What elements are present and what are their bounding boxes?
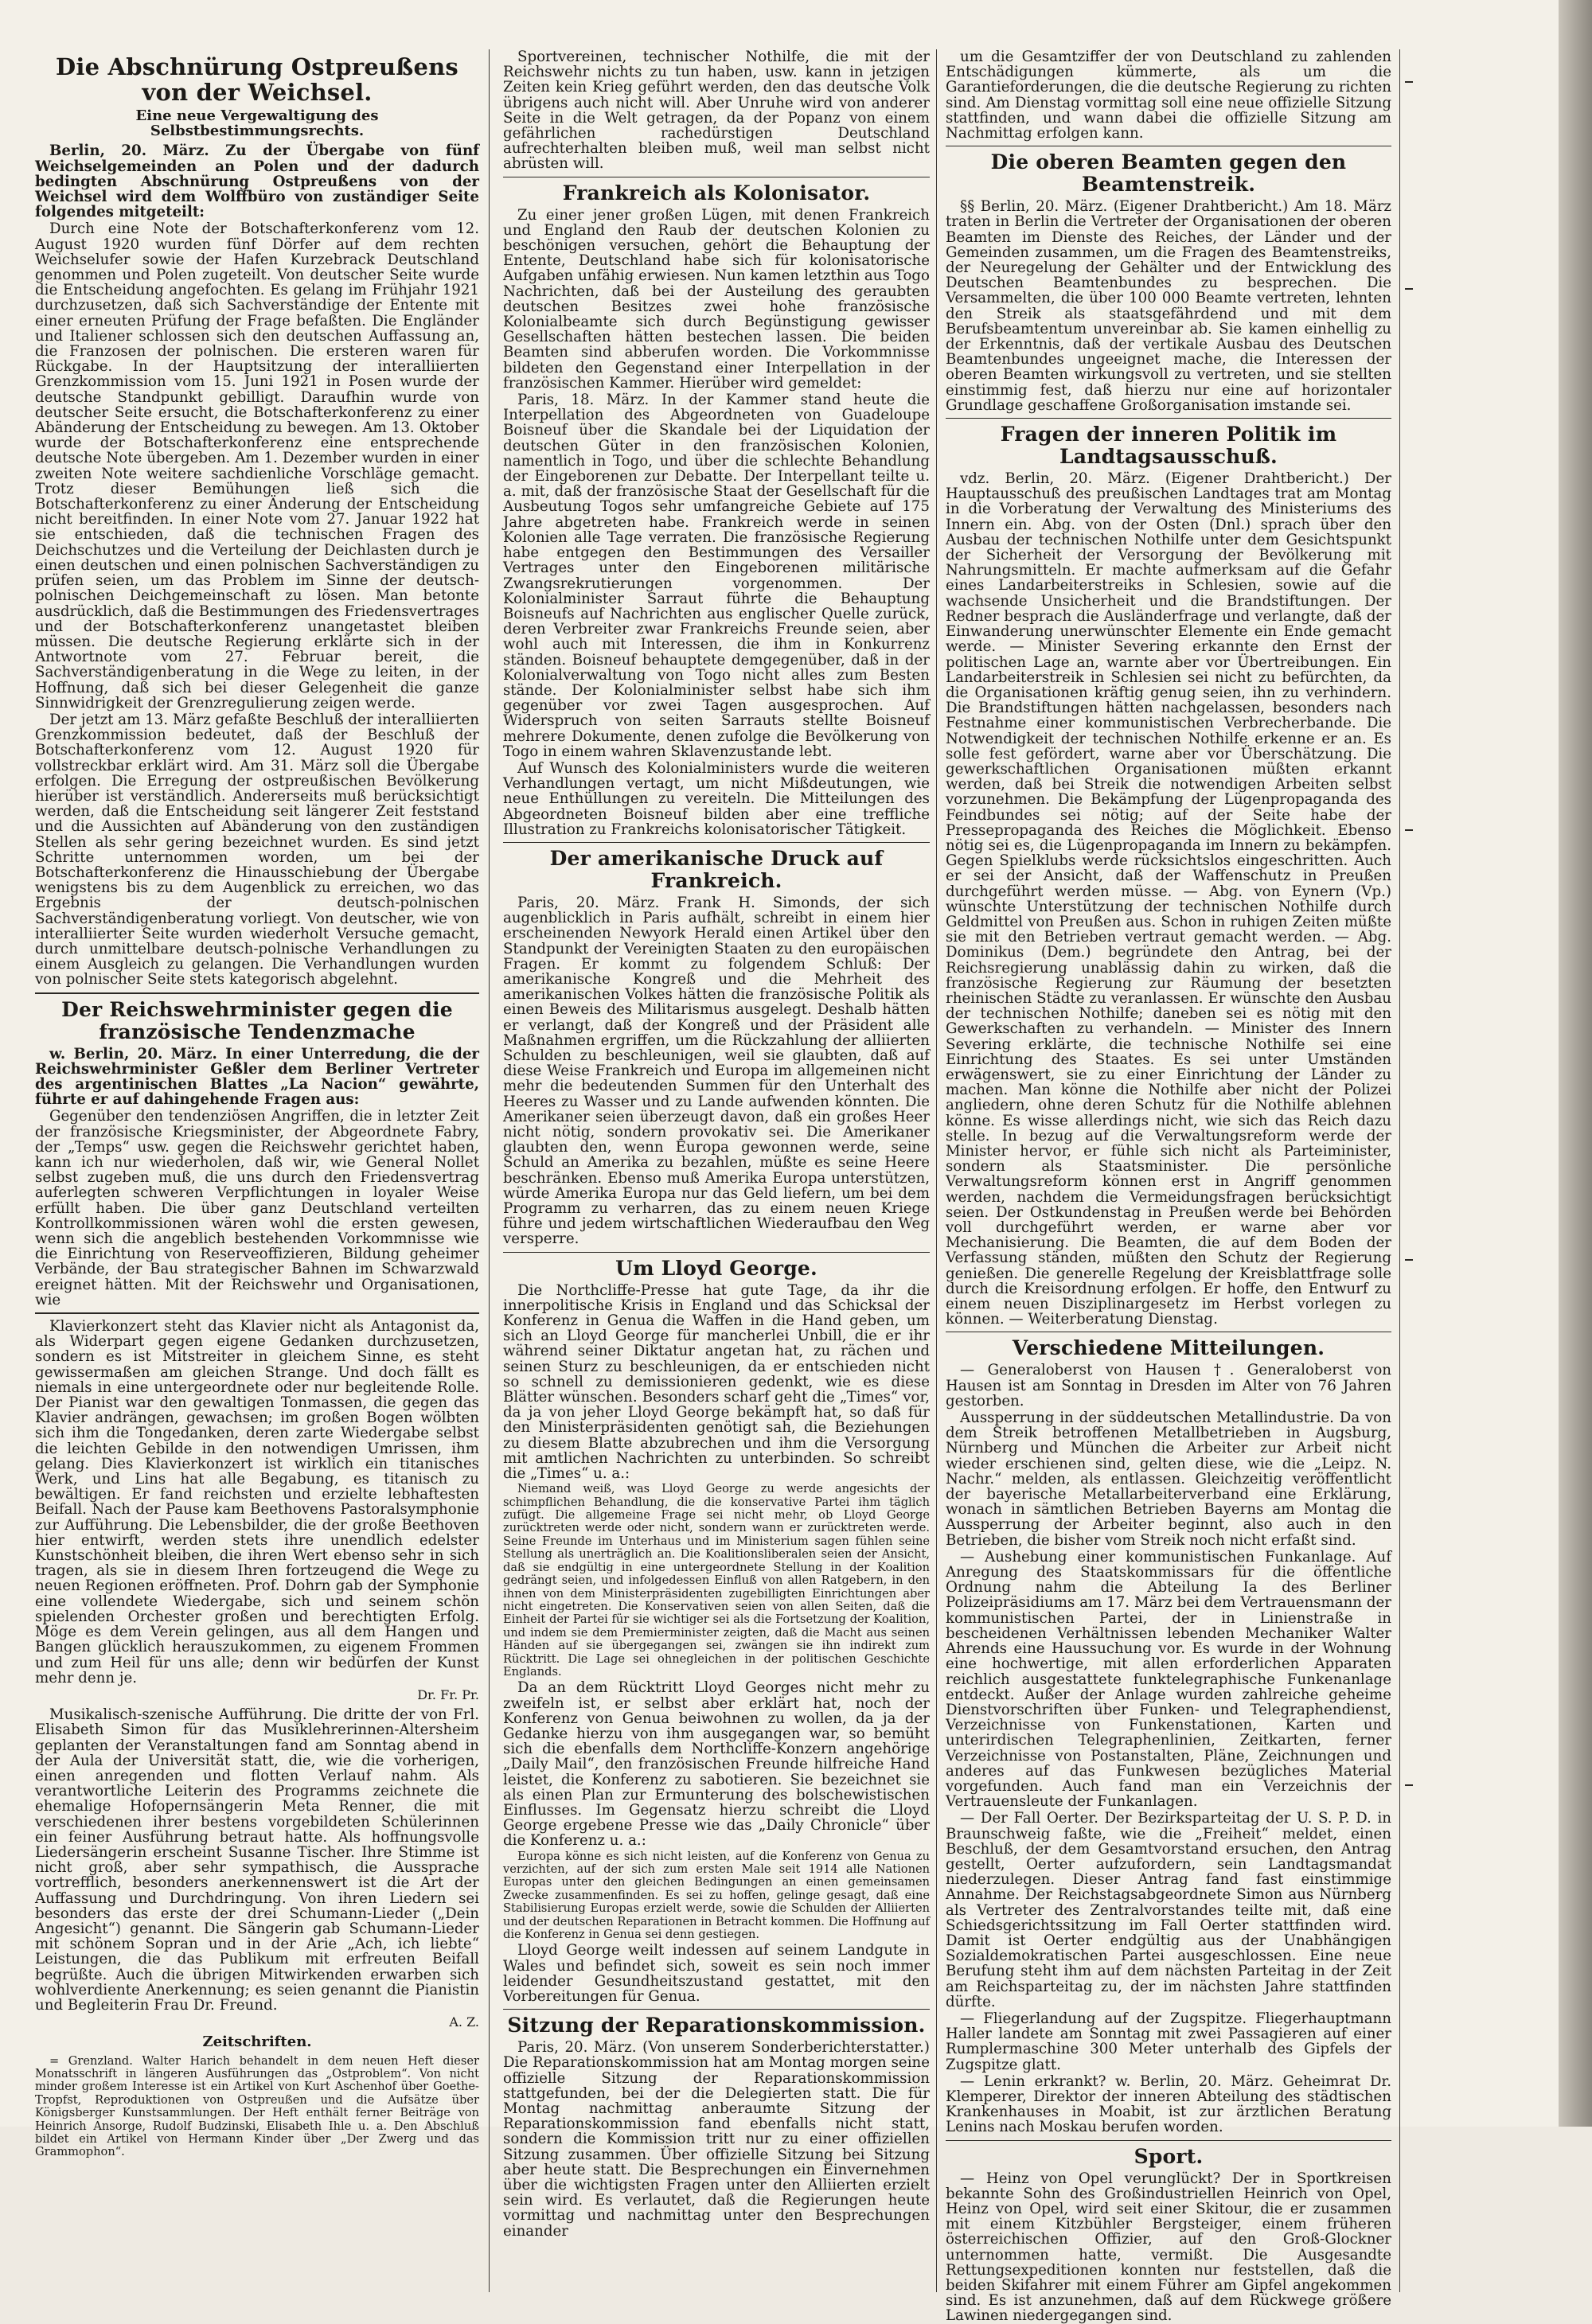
headline-obere-beamten: Die oberen Beamten gegen den Beamtenstreik. — [990, 150, 1347, 197]
headline-mitteilungen: Verschiedene Mitteilungen. — [1012, 1336, 1325, 1360]
headline-lloyd-george: Um Lloyd George. — [615, 1256, 817, 1280]
news-item: — Lenin erkrankt? w. Berlin, 20. März. Geheimrat Dr. Klemperer, Direktor der inneren Abteilung des städtischen Krankenhauses in Moabit, ist zur ärztlichen Beratung Lenins nach Moskau berufen worden. — [946, 2072, 1391, 2136]
article-lead: w. Berlin, 20. März. In einer Unterredung, die der Reichswehrminister Geßler dem Berliner Vertreter des argentinischen Blattes „La Nacion“ gewährte, führte er auf dahingehende Fragen aus: — [35, 1045, 479, 1109]
article-paragraph: Paris, 20. März. Frank H. Simonds, der sich augenblicklich in Paris aufhält, schreibt in einem hier erscheinenden Newyork Herald einen Artikel über den Standpunkt der Vereinigten Staaten zu den europäischen Fragen. Er kommt zu folgendem Schluß: Der amerikanische Kongreß und die Mehrheit des amerikanischen Volkes hätten die französische Politik als einen Beweis des Militarismus ausgelegt. Deshalb hätten er verlangt, daß der Kongreß und der Präsident alle Maßnahmen ergriffen, um die Rückzahlung der alliierten Schulden zu beschleunigen, weil sie glaubten, daß auf diese Weise Frankreich und Europa im allgemeinen nicht mehr die bedeutenden Summen für den Unterhalt des Heeres zu Wasser und zu Lande aufwenden könnten. Die Amerikaner seien überzeugt davon, daß ein großes Heer nicht nötig, sondern provokativ sei. Die Amerikaner glaubten den, wenn Europa gewonnen werde, seine Schuld an Amerika zu bezahlen, müßte es seine Heere beschränken. Ebenso muß Amerika Europa unterstützen, würde Amerika Europa nur das Geld liefern, um bei dem Programm zu verharren, das zu einem neuen Kriege führe und jedem wirtschaftlichen Wiederaufbau den Weg versperre. — [503, 894, 930, 1248]
author-signature: A. Z. — [449, 2014, 479, 2030]
article-paragraph: Durch eine Note der Botschafterkonferenz vom 12. August 1920 wurden fünf Dörfer auf dem rechten Weichselufer sowie der Hafen Kurzebrack Deutschland genommen und Polen zugeteilt. Von deutscher Seite wurde die Entscheidung angefochten. Es gelang im Frühjahr 1921 durchzusetzen, daß sich Sachverständige der Entente mit einer erneuten Prüfung der Frage befaßten. Die Engländer und Italiener schlossen sich den deutschen Auffassung an, die Franzosen der polnischen. Die ersteren waren für Rückgabe. In der Hauptsitzung der interalliierten Grenzkommission vom 15. Juni 1921 in Posen wurde der deutsche Standpunkt gebilligt. Daraufhin wurde von deutscher Seite ersucht, die Botschafterkonferenz zu einer Abänderung der Entscheidung zu bewegen. Am 13. Oktober wurde der Botschafterkonferenz eine entsprechende deutsche Note übergeben. Am 1. Dezember wurden in einer zweiten Note weitere sachdienliche Vorschläge gemacht. Trotz dieser Bemühungen ließ sich die Botschafterkonferenz zu einer Änderung der Entscheidung nicht bereitfinden. In einer Note vom 27. Januar 1922 hat sie entschieden, daß die technischen Fragen des Deichschutzes und die Verteilung der Deichlasten durch je einen deutschen und einen polnischen Sachverständigen zu prüfen seien, um das Problem im Sinne der deutsch-polnischen Deichgemeinschaft zu lösen. Man betonte ausdrücklich, daß die Bestimmungen des Friedensvertrages und der Botschafterkonferenz unangetastet bleiben müssen. Die deutsche Regierung erklärte sich in der Antwortnote vom 27. Februar bereit, die Sachverständigenberatung in die Wege zu leiten, in der Hoffnung, daß sich bei dieser Gelegenheit die ganze Sinnwidrigkeit der Grenzregulierung zeigen werde. — [35, 220, 479, 712]
article-paragraph: Da an dem Rücktritt Lloyd Georges nicht mehr zu zweifeln ist, er selbst aber erklärt hat, noch der Konferenz von Genua beiwohnen zu wollen, da ja der Gedanke hierzu von ihm ausgegangen war, so bemüht sich die ebenfalls dem Northcliffe-Konzern angehörige „Daily Mail“, den französischen Freunde hilfreiche Hand leistet, die Konferenz zu sabotieren. Sie bezeichnet sie als einen Plan zur Ermunterung des bolschewistischen Einflusses. Im Gegensatz hierzu schreibt die Lloyd George ergebene Presse wie das „Daily Chronicle“ über die Konferenz u. a.: — [503, 1679, 930, 1850]
article-paragraph: um die Gesamtziffer der von Deutschland zu zahlenden Entschädigungen kümmerte, als um die Garantieforderungen, die die deutsche Regierung zu richten sind. Am Dienstag vormittag soll eine neue offizielle Sitzung stattfinden, und wann dabei die offizielle Sitzung am Nachmittag erfolgen kann. — [946, 49, 1391, 142]
article-paragraph: Auf Wunsch des Kolonialministers wurde die weiteren Verhandlungen vertagt, um nicht Mißdeutungen, wie neue Enthüllungen zu vereiteln. Die Mitteilungen des Abgeordneten Boisneuf bilden aber eine treffliche Illustration zu Frankreichs kolonisatorischer Tätigkeit. — [503, 759, 930, 838]
news-item: — Aushebung einer kommunistischen Funkanlage. Auf Anregung des Staatskommissars für die öffentliche Ordnung nahm die Abteilung Ia des Berliner Polizeipräsidiums am 17. März bei dem Vertrauensmann der kommunistischen Partei, der in Linienstraße in bescheidenen Verhältnissen lebenden Mechaniker Walter Ahrends eine Haussuchung vor. Es wurde in der Wohnung eine hochwertige, mit allen erforderlichen Apparaten reichlich ausgestattete funktelegraphische Funkenanlage entdeckt. Außer der Anlage wurden zahlreiche geheime Dienstvorschriften über Funken- und Telegraphendienst, Verzeichnisse von Funkenstationen, Karten und unterirdischen Telegraphenlinien, Zeitkarten, ferner Verzeichnisse von Postanstalten, Pläne, Zeichnungen und anderes auf das Funkwesen bezügliches Material vorgefunden. Auch fand man ein Verzeichnis der Vertrauensleute der Funkanlagen. — [946, 1548, 1391, 1811]
news-item: — Fliegerlandung auf der Zugspitze. Fliegerhauptmann Haller landete am Sonntag mit zwei Passagieren auf einer Rumplermaschine 300 Meter unterhalb des Gipfels der Zugspitze glatt. — [946, 2010, 1391, 2073]
article-paragraph: Paris, 18. März. In der Kammer stand heute die Interpellation des Abgeordneten von Guadeloupe Boisneuf über die Skandale bei der Liquidation der deutschen Güter in den französischen Kolonien, namentlich in Togo, und über die schlechte Behandlung der Eingeborenen zur Debatte. Der Interpellant teilte u. a. mit, daß der französische Staat der Gesellschaft für die Ausbeutung Togos sehr umfangreiche Gebiete auf 175 Jahre abgetreten habe. Frankreich werde in seinen Kolonien alle Tage verraten. Die französische Regierung habe entgegen den Bestimmungen des Versailler Vertrages unter den Eingeborenen militärische Zwangsrekrutierungen vorgenommen. Der Kolonialminister Sarraut führte die Behauptung Boisneufs auf Nachrichten aus englischer Quelle zurück, deren Verbreiter zwar Frankreichs Freunde seien, aber wohl auch mit Interessen, die ihm in Konkurrenz ständen. Boisneuf behauptete demgegenüber, daß in der Kolonialverwaltung von Togo nicht alles zum Besten stände. Der Kolonialminister selbst habe sich ihm gegenüber vor zwei Tagen ausgesprochen. Auf Widerspruch von seiten Sarrauts stellte Boisneuf mehrere Dokumente, denen zufolge die Bevölkerung von Togo in einem wahren Sklavenzustande lebt. — [503, 392, 930, 760]
margin-tick — [1405, 288, 1413, 290]
author-signature: Dr. Fr. Pr. — [417, 1686, 479, 1702]
column-1 — [35, 49, 479, 2292]
article-paragraph: Der jetzt am 13. März gefaßte Beschluß der interalliierten Grenzkommission bedeutet, daß der Beschluß der Botschafterkonferenz vom 12. August 1920 für vollstreckbar erklärt wird. Am 31. März soll die Übergabe erfolgen. Die Erregung der ostpreußischen Bevölkerung hierüber ist verständlich. Andererseits muß berücksichtigt werden, daß die Entscheidung seit längerer Zeit feststand und die Aussichten auf Abänderung von den zuständigen Stellen als sehr gering bezeichnet wurden. Es sind jetzt Schritte unternommen worden, um bei der Botschafterkonferenz die Hinausschiebung der Übergabe wenigstens bis zu dem Augenblick zu erreichen, wo das Ergebnis der deutsch-polnischen Sachverständigenberatung vorliegt. Von deutscher, wie von interalliierter Seite wurden wiederholt Versuche gemacht, durch unmittelbare deutsch-polnische Verhandlungen zu einem Ausgleich zu gelangen. Die Verhandlungen wurden von polnischer Seite stets kategorisch abgelehnt. — [35, 711, 479, 988]
margin-tick — [1405, 81, 1413, 83]
zeitschriften-note: = Grenzland. Walter Harich behandelt in dem neuen Heft dieser Monatsschrift in längeren Ausführungen das „Ostproblem“. Von nicht minder großem Interesse ist ein Artikel von Kurt Aschenhof über Goethe-Tropfst, Reproduktionen von Ostpreußen und die Aufsätze über Königsberger Kunstsammlungen. Der Heft enthält ferner Beiträge von Heinrich Ansorge, Rudolf Budzinski, Elisabeth Ihle u. a. Den Abschluß bildet ein Artikel von Hermann Kinder über „Der Zwerg und das Grammophon“. — [35, 2053, 479, 2159]
section-divider — [946, 418, 1391, 419]
news-item: Aussperrung in der süddeutschen Metallindustrie. Da von dem Streik betroffenen Metallbetrieben in Augsburg, Nürnberg und München die Arbeiter zur Arbeit nicht wieder erschienen sind, gelten diese, wie die „Leipz. N. Nachr.“ melden, als entlassen. Gleichzeitig veröffentlicht der bayerische Metallarbeiterverband eine Erklärung, wonach in sämtlichen Betrieben Bayerns am Montag die Aussperrung der Arbeiter beginnt, also auch in den Betrieben, die bisher vom Streik noch nicht erfaßt sind. — [946, 1410, 1391, 1549]
column-rule — [936, 49, 937, 2292]
headline-landtagsausschuss: Fragen der inneren Politik im Landtagsausschuß. — [1000, 423, 1337, 469]
article-lead: Berlin, 20. März. Zu der Übergabe von fünf Weichselgemeinden an Polen und der dadurch bedingten Abschnürung Ostpreußens von der Weichsel wird dem Wolffbüro von zuständiger Seite folgendes mitgeteilt: — [35, 142, 479, 221]
margin-tick — [1405, 829, 1413, 831]
article-quote: Europa könne es sich nicht leisten, auf die Konferenz von Genua zu verzichten, auf der sich zum ersten Male seit 1914 alle Nationen Europas unter den gleichen Bedingungen an einen gemeinsamen Zwecke zusammenfinden. Es sei zu hoffen, gelinge gesagt, daß eine Stabilisierung Europas erzielt werde, sowie die Schulden der Alliierten und der deutschen Reparationen in Betracht kommen. Die Hoffnung auf die Konferenz in Genua sei denn gestiegen. — [503, 1849, 930, 1942]
article-paragraph: Gegenüber den tendenziösen Angriffen, die in letzter Zeit der französische Kriegsminister, der Abgeordnete Fabry, der „Temps“ usw. gegen die Reichswehr gerichtet haben, kann ich nur wiederholen, daß wir, wie General Nollet selbst zugeben muß, die uns durch den Friedensvertrag auferlegten schweren Verpflichtungen in loyaler Weise erfüllt haben. Die über ganz Deutschland verteilten Kontrollkommissionen wären wohl die ersten gewesen, wenn sich die angeblich bestehenden Vorkommnisse wie die Einrichtung von Reserveoffizieren, Bildung geheimer Verbände, der Bau strategischer Bahnen im Schwarzwald ereignet hätten. Mit der Reichswehr und Organisationen, wie — [35, 1108, 479, 1308]
article-paragraph: vdz. Berlin, 20. März. (Eigener Drahtbericht.) Der Hauptausschuß des preußischen Landtages trat am Montag in die Vorberatung der Verwaltung des Ministeriums des Innern ein. Abg. von der Osten (Dnl.) sprach über den Ausbau der technischen Nothilfe unter dem Gesichtspunkt der Sicherheit der Versorgung der Bevölkerung mit Nahrungsmitteln. Er machte aufmerksam auf die Gefahr eines Landarbeiterstreiks in Schlesien, sowie auf die wachsende Unsicherheit und die Brandstiftungen. Der Redner besprach die Ausländerfrage und verlangte, daß der Einwanderung unerwünschter Elemente ein Ende gemacht werde. — Minister Severing erkannte den Ernst der politischen Lage an, warnte aber vor Übertreibungen. Ein Landarbeiterstreik in Schlesien sei nicht zu befürchten, da die Organisationen kräftig genug seien, ihn zu verhindern. Die Brandstiftungen hätten nachgelassen, besonders nach Festnahme einer kommunistischen Verbrecherbande. Die Notwendigkeit der technischen Nothilfe erkenne er an. Es solle fest gefördert, warne aber vor Überschätzung. Die gewerkschaftlichen Organisationen müßten erkannt werden, daß bei Streik die notwendigen Arbeiten selbst vorzunehmen. Die Bekämpfung der Lügenpropaganda des Feindbundes sei nötig; auf der Seite habe der Pressepropaganda des Reiches die Möglichkeit. Ebenso nötig sei es, die Lügenpropaganda im Innern zu bekämpfen. Gegen Spielklubs werde rücksichtslos eingeschritten. Auch er sei der Ansicht, daß der Waffenschutz in Preußen durchgeführt werden müsse. — Abg. von Eynern (Vp.) wünschte Unterstützung der technischen Nothilfe durch Geldmittel von Preußen aus. Schon in ruhigen Zeiten müßte sie mit den Betrieben vertraut gemacht werden. — Abg. Dominikus (Dem.) begründete den Antrag, bei der Reichsregierung unablässig dahin zu wirken, daß die französische Regierung zur Räumung der besetzten rheinischen Städte zu veranlassen. Er wünschte den Ausbau der technischen Nothilfe; daneben sei es nötig mit den Gewerkschaften zu verhandeln. — Minister des Innern Severing erklärte, die technische Nothilfe sei eine Einrichtung des Staates. Es sei unter Umständen erwägenswert, sie zu einer Einrichtung der Länder zu machen. Man könne die Nothilfe aber nicht der Polizei angliedern, ohne deren Schutz für die Nothilfe ablehnen könne. Es wisse allerdings nicht, wie sich das Reich dazu stelle. In bezug auf die Verwaltungsreform werde der Minister hervor, er fühle sich nicht als Parteiminister, sondern als Staatsminister. Die persönliche Verwaltungsreform können erst in Angriff genommen werden, nachdem die Vermeidungsfragen berücksichtigt seien. Der Ostkundenstag in Preußen werde bei Behörden voll durchgeführt werden, er warne aber vor Mechanisierung. Die Beamten, die auf dem Boden der Verfassung ständen, müßten den Schutz der Regierung genießen. Die generelle Regelung der Kreisblattfrage solle durch die Kreisordnung erfolgen. Er hoffe, den Entwurf zu einem neuen Disziplinargesetz im Herbst vorlegen zu können. — Weiterberatung Dienstag. — [946, 470, 1391, 1328]
page-margin — [1405, 49, 1540, 2276]
article-paragraph: Zu einer jener großen Lügen, mit denen Frankreich und England den Raub der deutschen Kolonien zu beschönigen versuchen, gehört die Behauptung der Entente, Deutschland habe sich für kolonisatorische Aufgaben unfähig erwiesen. Nun kamen letzthin aus Togo Nachrichten, daß bei der Austeilung des geraubten deutschen Besitzes zwei hohe französische Kolonialbeamte sich durch Begünstigung gewisser Gesellschaften hätten bestechen lassen. Die beiden Beamten sind abberufen worden. Die Vorkommnisse bildeten den Gegenstand einer Interpellation in der französischen Kammer. Hierüber wird gemeldet: — [503, 206, 930, 392]
article-paragraph: Lloyd George weilt indessen auf seinem Landgute in Wales und befindet sich, soweit es sein noch immer leidender Gesundheitszustand gestattet, mit den Vorbereitungen für Genua. — [503, 1942, 930, 2006]
page-edge-shadow — [1559, 0, 1592, 2127]
column-rule — [489, 49, 490, 2292]
margin-tick — [1405, 1784, 1413, 1786]
headline-reichswehrminister: Der Reichswehrminister gegen die französische Tendenzmache — [61, 997, 453, 1043]
headline-frankreich-kolonisator: Frankreich als Kolonisator. — [562, 181, 871, 205]
feuilleton-divider — [35, 1312, 479, 1314]
article-paragraph: §§ Berlin, 20. März. (Eigener Drahtbericht.) Am 18. März traten in Berlin die Vertreter der Organisationen der oberen Beamten im Dienste des Reiches, der Länder und der Gemeinden zusammen, um die Fragen des Beamtenstreiks, der Neuregelung der Gehälter und der Entwicklung des Deutschen Beamtenbundes zu besprechen. Die Versammelten, die über 100 000 Beamte vertreten, lehnten den Streik als staatsgefährdend und mit dem Berufsbeamtentum unvereinbar ab. Sie kamen einhellig zu der Erkenntnis, daß der vertikale Ausbau des Deutschen Beamtenbundes ungeeignet mache, die Interessen der oberen Beamten wirkungsvoll zu vertreten, und sie stellten einstimmig fest, daß hierzu nur eine auf horizontaler Grundlage geschaffene Großorganisation imstande sei. — [946, 198, 1391, 414]
headline-weichsel: Die Abschnürung Ostpreußens von der Weichsel. — [56, 53, 458, 106]
margin-tick — [1405, 1259, 1413, 1261]
article-quote: Niemand weiß, was Lloyd George zu werde angesichts der schimpflichen Behandlung, die die konservative Partei ihm täglich zufügt. Die allgemeine Frage sei nicht mehr, ob Lloyd George zurücktreten werde oder nicht, sondern wann er zurücktreten werde. Seine Freunde im Unterhaus und im Ministerium sagen fühlen seine Stellung als unerträglich an. Die Koalitionsliberalen seien der Ansicht, daß sie endgültig in eine untergeordnete Stellung in der Koalition gedrängt seien, und infolgedessen Einfluß von allen Ratgebern, in den ihnen von dem Ministerpräsidenten zugebilligten Einrichtungen aber nicht eingetreten. Die Konservativen seien von allen Seiten, daß die Einheit der Partei für sie wichtiger sei als die Fortsetzung der Koalition, und indem sie dem Premierminister zeigten, daß die Macht aus seinen Händen auf sie übergegangen sei, zwängen sie ihn indirekt zum Rücktritt. Die Lage sei ohnegleichen in der politischen Geschichte Englands. — [503, 1482, 930, 1679]
news-item: — Der Fall Oerter. Der Bezirksparteitag der U. S. P. D. in Braunschweig faßte, wie die „Freiheit“ meldet, einen Beschluß, der dem Gesamtvorstand ersuchen, den Antrag gestellt, Oerter aufzufordern, sein Landtagsmandat niederzulegen. Dieser Antrag fand fast einstimmige Annahme. Der Reichstagsabgeordnete Simon aus Nürnberg als Vertreter des Zentralvorstandes teilte mit, daß eine Schiedsgerichtssitzung im Fall Oerter stattfinden wird. Damit ist Oerter endgültig aus der Unabhängigen Sozialdemokratischen Partei ausgeschlossen. Eine neue Berufung steht ihm auf dem nächsten Parteitag in der Zeit am Reichsparteitag zu, der im nächsten Jahre stattfinden dürfte. — [946, 1810, 1391, 2010]
headline-reparationskommission: Sitzung der Reparationskommission. — [507, 2014, 926, 2037]
column-2 — [503, 49, 930, 2292]
column-rule — [1399, 49, 1400, 2292]
section-divider — [35, 992, 479, 994]
article-paragraph: Die Northcliffe-Presse hat gute Tage, da ihr die innerpolitische Krisis in England und das Schicksal der Konferenz in Genua die Waffen in die Hand geben, um sich an Lloyd George für mancherlei Unbill, die er ihr während seiner Diktatur angetan hat, zu rächen und seinen Sturz zu beschleunigen, da er entschieden nicht so schnell zu demissionieren gedenkt, wie es diese Blätter wünschen. Besonders scharf geht die „Times“ vor, da ja von jeher Lloyd George bekämpft hat, so daß für den Ministerpräsidenten genötigt sah, die Beziehungen zu diesem Blatte abzubrechen und ihm die Versorgung mit amtlichen Nachrichten zu unterbinden. So schreibt die „Times“ u. a.: — [503, 1281, 930, 1483]
article-paragraph: Paris, 20. März. (Von unserem Sonderberichterstatter.) Die Reparationskommission hat am Montag morgen seine offizielle Sitzung der Reparationskommission stattgefunden, bei der die Delegierten statt. Die für Montag nachmittag anberaumte Sitzung der Reparationskommission fand ebenfalls nicht statt, sondern die Kommission tritt nur zu einer offiziellen Sitzung zusammen. Über offizielle Sitzung bei Sitzung aber heute statt. Die Besprechungen ein Einvernehmen über die wichtigsten Fragen unter den Alliierten erzielt sein wird. Es verlautet, daß die Regierungen heute vormittag und nachmittag unter den Besprechungen einander — [503, 2039, 930, 2240]
section-divider — [503, 1252, 930, 1253]
news-item: — Generaloberst von Hausen †. Generaloberst von Hausen ist am Sonntag in Dresden im Alter von 76 Jahren gestorben. — [946, 1362, 1391, 1410]
feuilleton-paragraph: Klavierkonzert steht das Klavier nicht als Antagonist da, als Widerpart gegen eigene Gedanken durchzusetzen, sondern es ist Mitstreiter in gleichem Sinne, es steht gewissermaßen am gleichen Strange. Und doch fällt es niemals in eine untergeordnete oder nur begleitende Rolle. Der Pianist war den gewaltigen Tonmassen, die gegen das Klavier andrängen, gewachsen; im großen Bogen wölbten sich ihm die Tongedanken, deren zarte Wiedergabe selbst die leichten Gebilde in den notwendigen Umrissen, ihm gelang. Dies Klavierkonzert ist wirklich ein titanisches Werk, und Lins hat alle Begabung, es titanisch zu bewältigen. Er fand reichsten und erzielte lebhaftesten Beifall. Nach der Pause kam Beethovens Pastoralsymphonie zur Aufführung. Die Lebensbilder, die der große Beethoven hier entwirft, werden stets ihre unendlich edelster Kunstschönheit bleiben, die ihren Wert ebenso sehr in sich tragen, als sie in diesem Ihren fortzeugend die Wege zu neuen Regionen eröffneten. Prof. Dohrn gab der Symphonie eine vollendete Wiedergabe, sich und seinem schön spielenden Orchester großen und berechtigten Erfolg. Möge es dem Verein gelingen, aus all dem Hangen und Bangen glücklich herauszukommen, zu eigenem Frommen und zum Heil für uns alle; denn wir bedürfen der Kunst mehr denn je. — [35, 1318, 479, 1686]
headline-amerikanischer-druck: Der amerikanische Druck auf Frankreich. — [549, 846, 884, 892]
section-divider — [946, 2140, 1391, 2141]
column-3 — [946, 49, 1391, 2324]
feuilleton-paragraph: Musikalisch-szenische Aufführung. Die dritte der von Frl. Elisabeth Simon für das Musiklehrerinnen-Altersheim geplanten der Veranstaltungen fand am Sonntag abend in der Aula der Universität statt, die, wie die vorherigen, einen anregenden und flotten Verlauf nahm. Als verantwortliche Leiterin des Programms zeichnete die ehemalige Hofopernsängerin Meta Renner, die mit verschiedenen ihrer bestens vorgebildeten Schülerinnen ein feiner Ausführung betraut hatte. Als hoffnungsvolle Liedersängerin erscheint Susanne Tischer. Ihre Stimme ist nicht groß, aber sehr sympathisch, die Aussprache vortrefflich, besonders anerkennenswert ist die Art der Auffassung und Durchdringung. Von ihren Liedern sei besonders das erste der drei Schumann-Lieder („Dein Angesicht“) genannt. Die Sängerin gab Schumann-Lieder mit schönem Sopran und in der Arie „Ach, ich liebte“ Leistungen, die das Publikum mit erfreuten Beifall begrüßte. Auch die übrigen Mitwirkenden erwarben sich wohlverdiente Anerkennung; es seien genannt die Pianistin und Begleiterin Frau Dr. Freund. — [35, 1706, 479, 2014]
section-divider — [503, 2009, 930, 2010]
headline-sport: Sport. — [1134, 2144, 1204, 2168]
news-item: — Heinz von Opel verunglückt? Der in Sportkreisen bekannte Sohn des Großindustriellen Heinrich von Opel, Heinz von Opel, wird seit einer Skitour, die er zusammen mit einem Kitzbühler Bergsteiger, einem früheren österreichischen Offizier, auf den Groß-Glockner unternommen hatte, vermißt. Die Ausgesandte Rettungsexpeditionen konnten nur feststellen, daß die beiden Skifahrer mit einem Führer am Gipfel angekommen sind. Es ist anzunehmen, daß auf dem Rückwege größere Lawinen niedergegangen sind. — [946, 2170, 1391, 2324]
subheadline-weichsel: Eine neue Vergewaltigung des Selbstbestimmungsrechts. — [135, 107, 379, 140]
section-heading-zeitschriften: Zeitschriften. — [202, 2034, 312, 2051]
section-divider — [503, 842, 930, 843]
article-paragraph: Sportvereinen, technischer Nothilfe, die mit der Reichswehr nichts zu tun haben, usw. kann in jetzigen Zeiten kein Krieg geführt werden, den das deutsche Volk übrigens auch nicht will. Aber Unruhe wird von anderer Seite in die Welt getragen, da der Popanz von einem gefährlichen rachedürstigen Deutschland aufrechterhalten bleiben muß, weil man selbst nicht abrüsten will. — [503, 49, 930, 173]
